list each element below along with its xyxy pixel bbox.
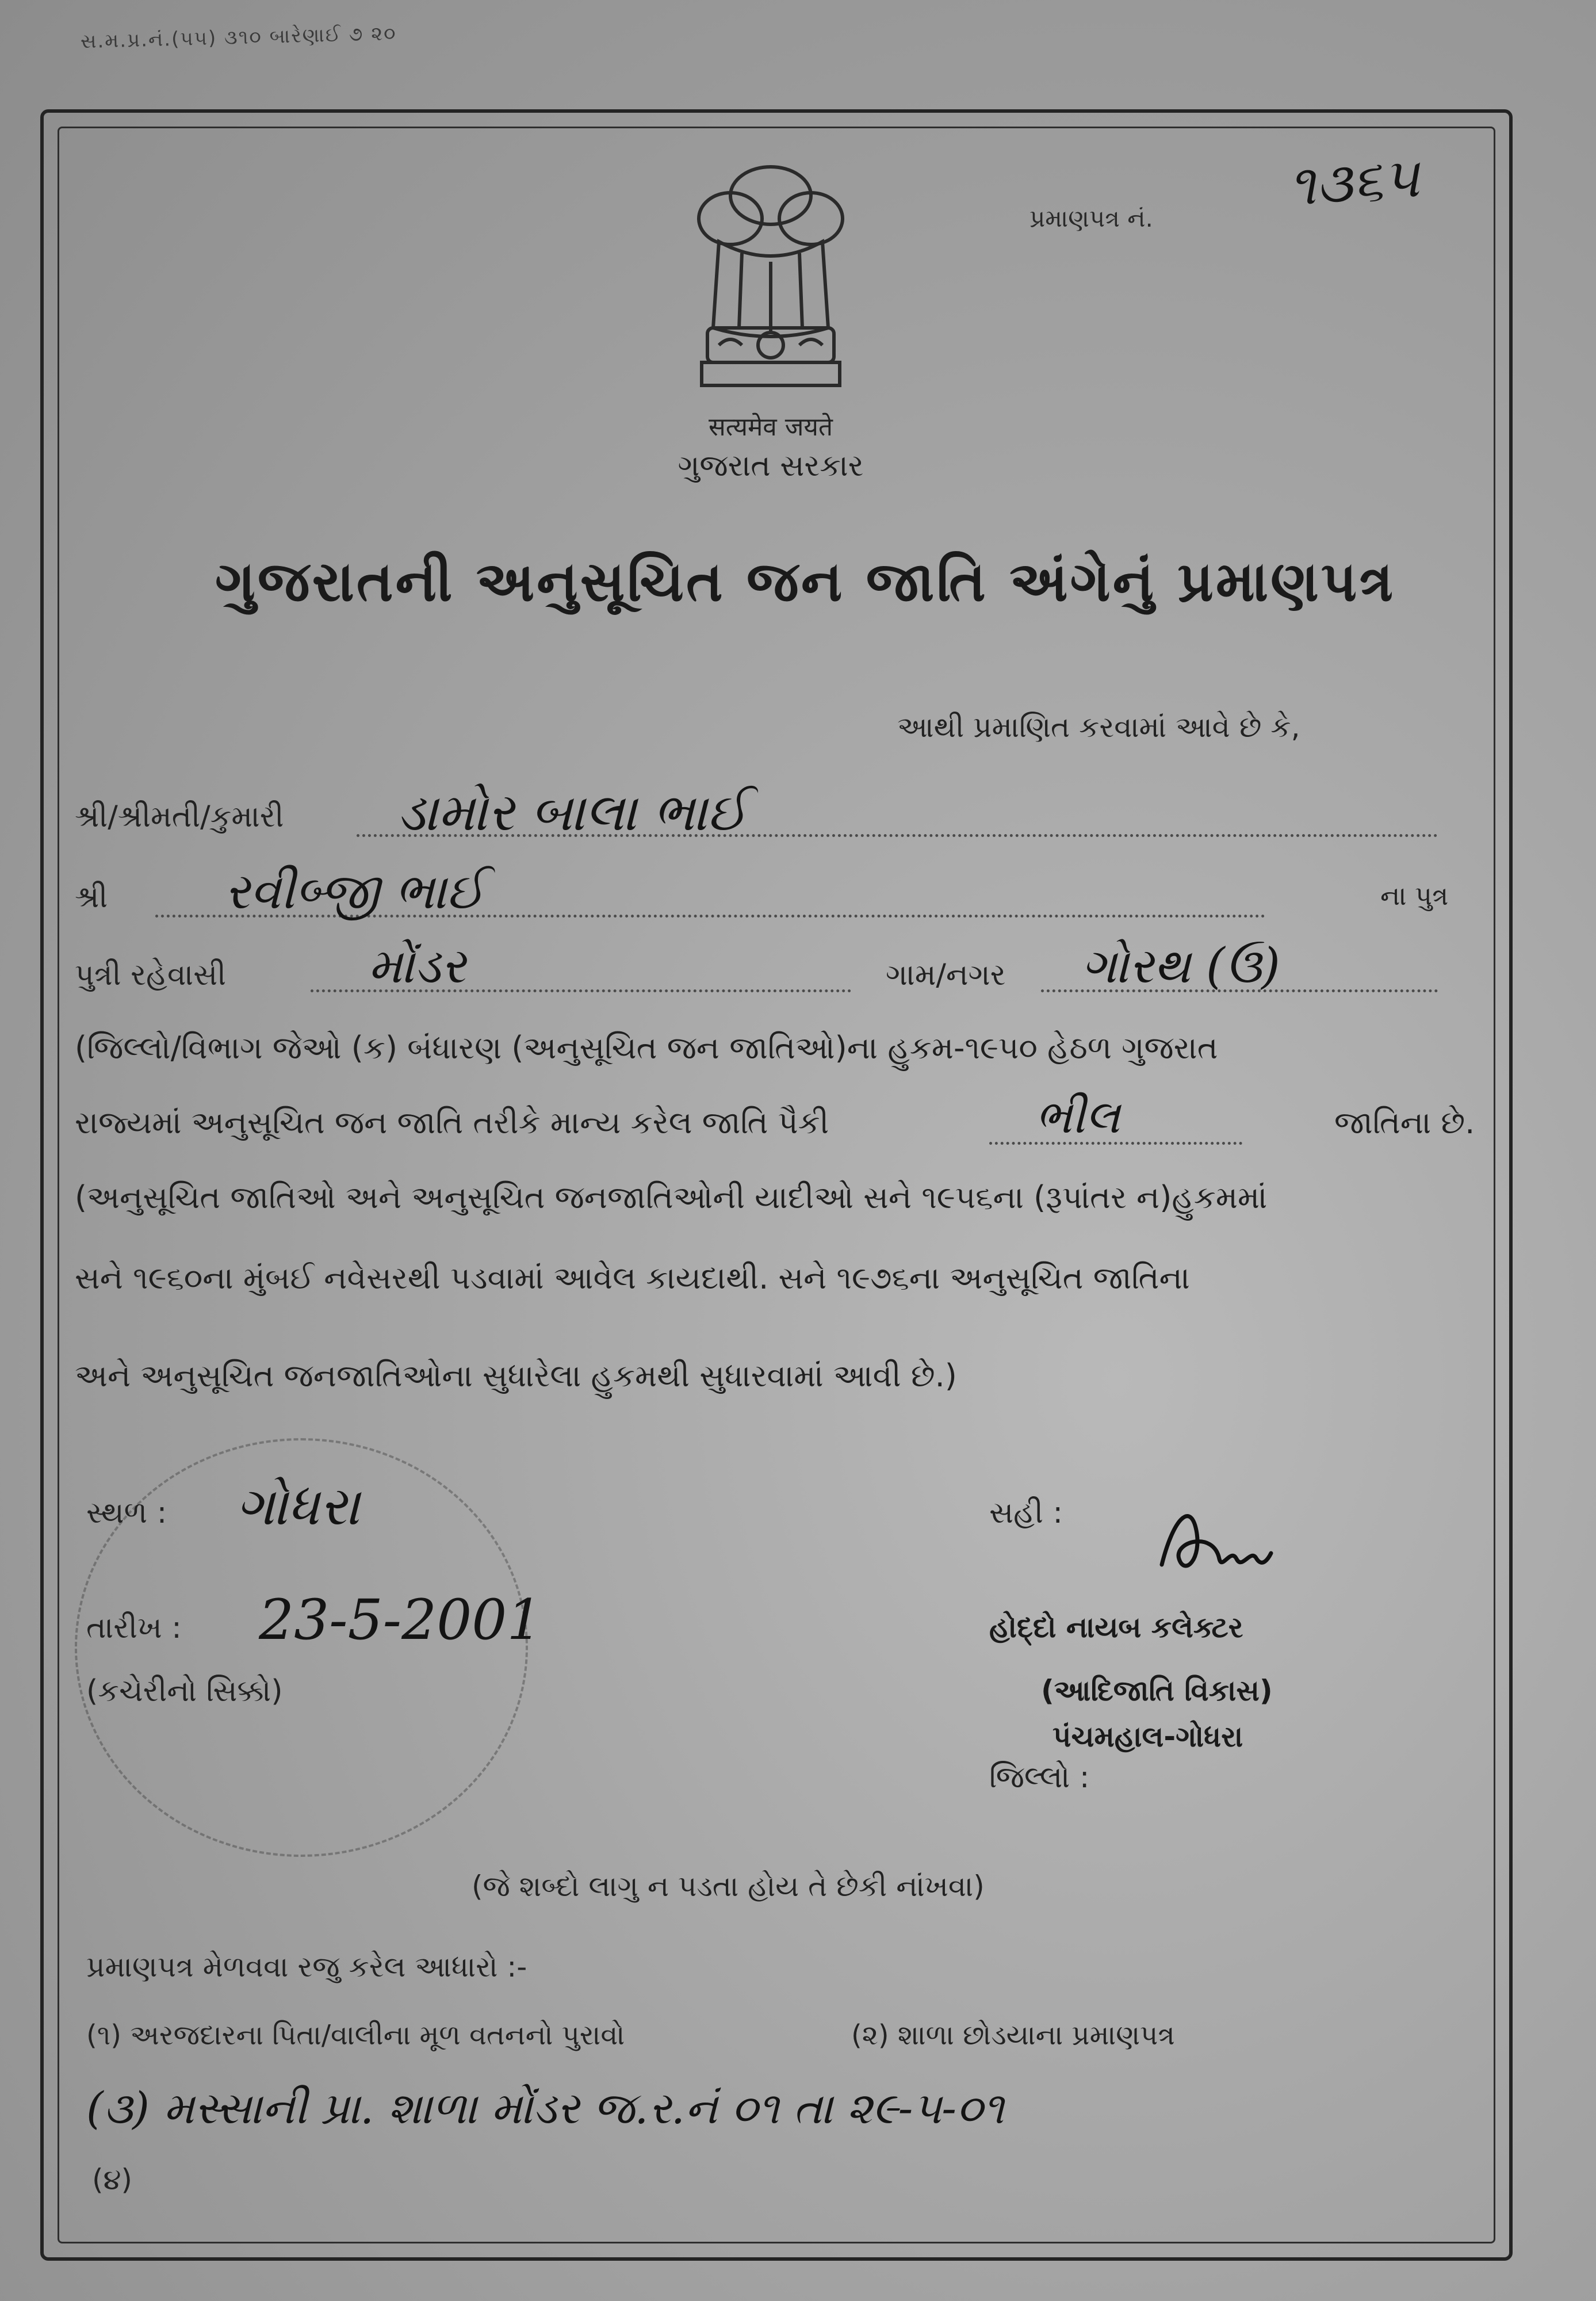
signature-label: સહી : <box>989 1496 1063 1530</box>
ground-item-2: (૨) શાળા છોડયાના પ્રમાણપત્ર <box>851 2019 1175 2051</box>
body-line-4: સને ૧૯૬૦ના મુંબઈ નવેસરથી પડવામાં આવેલ કાયદાથી. સને ૧૯૭૬ના અનુસૂચિત જાતિના <box>75 1260 1190 1296</box>
intro-text: આથી પ્રમાણિત કરવામાં આવે છે કે, <box>897 710 1300 744</box>
signatory-district-name: પંચમહાલ-ગોધરા <box>1052 1720 1243 1753</box>
emblem-motto: सत्यमेव जयते <box>708 412 833 442</box>
date-label: તારીખ : <box>86 1611 182 1645</box>
grounds-label: પ્રમાણપત્ર મેળવવા રજુ કરેલ આધારો :- <box>86 1950 527 1983</box>
form-number-line: સ.મ.પ્ર.નં.(૫૫) ૩૧૦ બારેણાઈ ૭ ૨૦ <box>80 22 397 53</box>
body-line-5: અને અનુસૂચિત જનજાતિઓના સુધારેલા હુકમથી સુધારવામાં આવી છે.) <box>75 1358 957 1394</box>
ground-item-3: (૩) મસ્સાની પ્રા. શાળા મોંડર જ.ર.નં ૦૧ તા ૨૯-૫-૦૧ <box>86 2082 1004 2134</box>
resident-label: પુત્રી રહેવાસી <box>75 958 227 992</box>
village-value: ગોરથ (ઉ) <box>1081 938 1280 994</box>
date-value: 23-5-2001 <box>259 1588 542 1652</box>
office-seal-label: (કચેરીનો સિક્કો) <box>86 1674 283 1708</box>
place-label: સ્થળ : <box>86 1496 167 1530</box>
district-label: જિલ્લો : <box>989 1760 1090 1795</box>
village-label: ગામ/નગર <box>886 958 1006 992</box>
signatory-office: (આદિજાતિ વિકાસ) <box>1041 1674 1273 1707</box>
government-name: ગુજરાત સરકાર <box>678 449 864 483</box>
resident-value: મોંડર <box>368 938 466 994</box>
father-label: શ્રી <box>75 880 108 915</box>
place-value: ગોધરા <box>236 1476 360 1537</box>
strike-out-note: (જે શબ્દો લાગુ ન પડતા હોય તે છેકી નાંખવા) <box>472 1870 985 1903</box>
ground-item-1: (૧) અરજદારના પિતા/વાલીના મૂળ વતનનો પુરાવો <box>86 2019 625 2051</box>
signature-mark-icon <box>1150 1496 1277 1588</box>
father-value: રવીબ્જી ભાઈ <box>224 863 485 920</box>
ground-item-4: (૪) <box>92 2163 133 2196</box>
body-line-3: (અનુસૂચિત જાતિઓ અને અનુસૂચિત જનજાતિઓની યાદીઓ સને ૧૯૫૬ના (રૂપાંતર ન)હુકમમાં <box>75 1179 1268 1216</box>
body-line-2: રાજ્યમાં અનુસૂચિત જન જાતિ તરીકે માન્ય કરેલ જાતિ પૈકી <box>75 1104 829 1141</box>
name-label: શ્રી/શ્રીમતી/કુમારી <box>75 800 284 834</box>
tribe-value: ભીલ <box>1035 1090 1120 1144</box>
name-value: ડામોર બાલા ભાઈ <box>397 782 748 843</box>
body-line-1: (જિલ્લો/વિભાગ જેઓ (ક) બંધારણ (અનુસૂચિત જન જાતિઓ)ના હુકમ-૧૯૫૦ હેઠળ ગુજરાત <box>75 1030 1218 1066</box>
relation-suffix: ના પુત્ર <box>1380 880 1449 911</box>
body-line-2-suffix: જાતિના છે. <box>1334 1104 1475 1141</box>
certificate-title: ગુજરાતની અનુસૂચિત જન જાતિ અંગેનું પ્રમાણપત્ર <box>215 549 1396 614</box>
signatory-designation: હોદ્દો નાયબ કલેક્ટર <box>989 1611 1243 1644</box>
national-emblem-icon <box>684 155 857 408</box>
certificate-number-label: પ્રમાણપત્ર નં. <box>1029 204 1153 232</box>
certificate-number-value: ૧૩૬૫ <box>1286 145 1422 219</box>
